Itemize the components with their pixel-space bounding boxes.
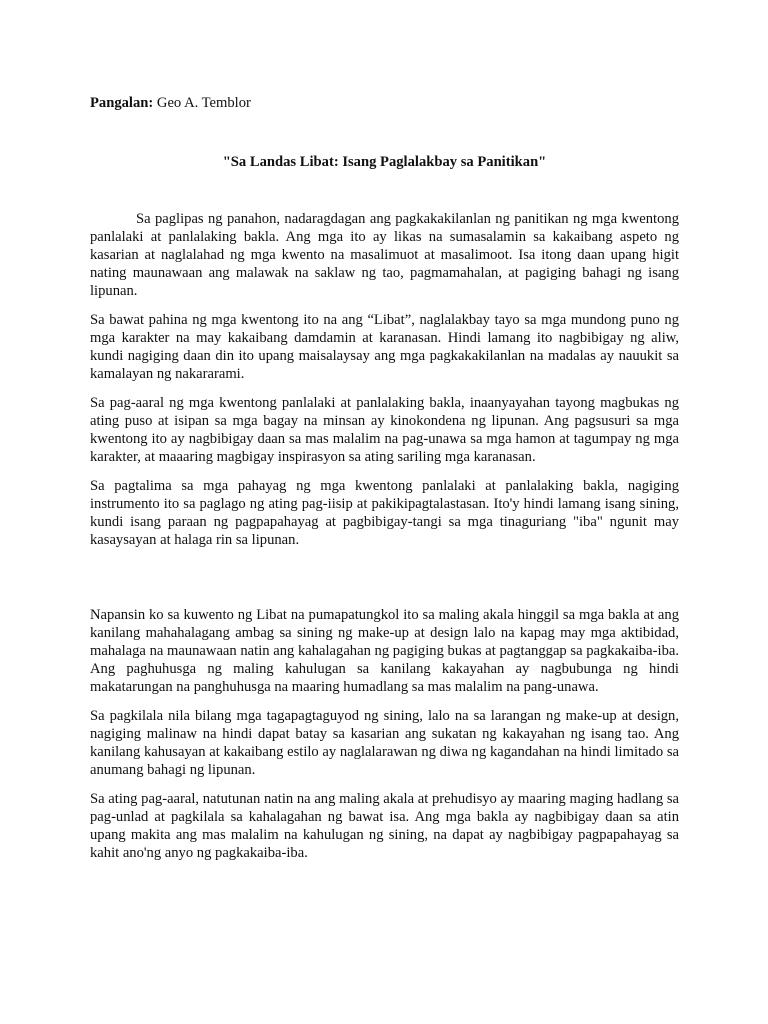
name-label: Pangalan: xyxy=(90,95,154,111)
paragraph: Sa pagtalima sa mga pahayag ng mga kwentong panlalaki at panlalaking bakla, nagiging instrumento ito sa paglago ng ating pag-iisip at pakikipagtalastasan. Ito'y hindi lamang isang sining, kundi isang paraan ng pagpapahayag at pagbibigay-tangi sa mga tinaguriang "iba" ngunit may kasaysayan at halaga rin sa lipunan. xyxy=(90,478,679,548)
paragraph: Sa bawat pahina ng mga kwentong ito na ang “Libat”, naglalakbay tayo sa mga mundong puno ng mga karakter na may kakaibang damdamin at karanasan. Hindi lamang ito nagbibigay ng aliw, kundi nagiging daan din ito upang maisalaysay ang mga pagkakakilanlan na madalas ay nauukit sa kamalayan ng nakararami. xyxy=(90,312,679,382)
author-line xyxy=(90,94,690,112)
paragraph: Sa pagkilala nila bilang mga tagapagtaguyod ng sining, lalo na sa larangan ng make-up at design, nagiging malinaw na hindi dapat batay sa kasarian ang sukatan ng kakayahan ng isang tao. Ang kanilang kahusayan at kakaibang estilo ay naglalarawan ng diwa ng kagandahan na hindi limitado sa anumang bahagi ng lipunan. xyxy=(90,708,679,778)
paragraph: Napansin ko sa kuwento ng Libat na pumapatungkol ito sa maling akala hinggil sa mga bakla at ang kanilang mahahalagang ambag sa sining ng make-up at design lalo na kapag may mga aktibidad, mahalaga na maunawaan natin ang kahalagahan ng pagiging bukas at pagtanggap sa pagkakaiba-iba. Ang paghuhusga ng maling kahulugan sa kanilang kakayahan ay nagbubunga ng hindi makatarungan na panghuhusga na maaring humadlang sa mas malalim na pang-unawa. xyxy=(90,607,679,695)
essay-body-part-2 xyxy=(90,606,679,873)
paragraph: Sa ating pag-aaral, natutunan natin na ang maling akala at prehudisyo ay maaring maging hadlang sa pag-unlad at pagkilala sa kahalagahan ng bawat isa. Ang mga bakla ay nagbibigay daan sa atin upang makita ang mas malalim na kahulugan ng sining, na dapat ay nagbibigay pagpapahayag sa kahit ano'ng anyo ng pagkakaiba-iba. xyxy=(90,791,679,861)
author-name: Geo A. Temblor xyxy=(156,95,251,111)
paragraph: Sa pag-aaral ng mga kwentong panlalaki at panlalaking bakla, inaanyayahan tayong magbukas ng ating puso at isipan sa mga bagay na minsan ay kinokondena ng lipunan. Ang pagsusuri sa mga kwentong ito ay nagbibigay daan sa mas malalim na pag-unawa sa mga hamon at tagumpay ng mga karakter, at maaaring magbigay inspirasyon sa ating sariling mga karanasan. xyxy=(90,395,679,465)
essay-body-part-1 xyxy=(90,210,679,560)
essay-title: "Sa Landas Libat: Isang Paglalakbay sa Panitikan" xyxy=(222,154,547,170)
paragraph: Sa paglipas ng panahon, nadaragdagan ang pagkakakilanlan ng panitikan ng mga kwentong panlalaki at panlalaking bakla. Ang mga ito ay likas na sumasalamin sa kakaibang aspeto ng kasarian at naglalahad ng mga kwento na masalimuot at masalimoot. Isa itong daan upang higit nating maunawaan ang malawak na saklaw ng tao, pagmamahalan, at pagiging bahagi ng isang lipunan. xyxy=(90,211,679,299)
